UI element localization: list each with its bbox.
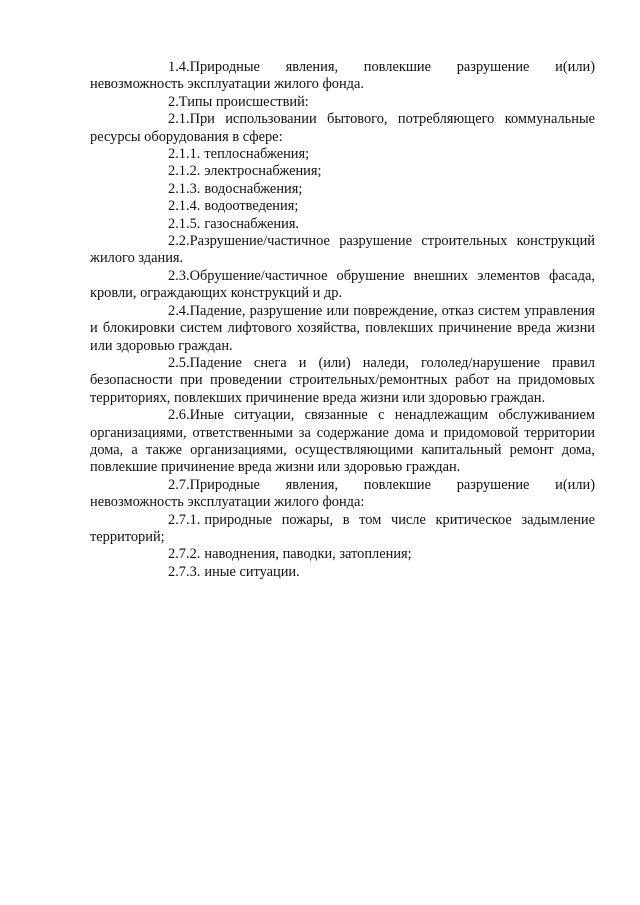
paragraph-2-4 — [90, 303, 595, 355]
paragraph-number: 2.7.2. — [168, 546, 201, 563]
paragraph-2-1 — [90, 111, 595, 146]
paragraph-number: 2.7.1. — [168, 511, 201, 528]
paragraph-number: 2.1.4. — [168, 198, 201, 215]
paragraph-number: 2. — [168, 93, 179, 110]
paragraph-number: 2.2. — [168, 233, 190, 250]
paragraph-text: Падение снега и (или) наледи, гололед/нарушение правил безопасности при проведении строительных/ремонтных работ на придомовых территориях, повлекших причинение вреда жизни или здоровью граждан. — [90, 354, 595, 406]
paragraph-text: наводнения, паводки, затопления; — [204, 546, 412, 563]
paragraph-text: водоснабжения; — [204, 180, 303, 197]
paragraph-2-1-4 — [90, 198, 595, 215]
paragraph-text: водоотведения; — [204, 198, 299, 215]
paragraph-number: 2.1.3. — [168, 180, 201, 197]
paragraph-text: теплоснабжения; — [204, 146, 310, 163]
paragraph-text: Обрушение/частичное обрушение внешних элементов фасада, кровли, ограждающих конструкций и др. — [90, 267, 595, 302]
paragraph-2-3 — [90, 268, 595, 303]
paragraph-2-6 — [90, 407, 595, 477]
paragraph-text: Природные явления, повлекшие разрушение и(или) невозможность эксплуатации жилого фонда: — [90, 476, 595, 511]
paragraph-number: 2.5. — [168, 354, 190, 371]
paragraph-number: 2.7.3. — [168, 563, 201, 580]
paragraph-2-7-3 — [90, 564, 595, 581]
paragraph-number: 2.4. — [168, 302, 190, 319]
paragraph-text: природные пожары, в том числе критическое задымление территорий; — [90, 511, 595, 545]
paragraph-text: Природные явления, повлекшие разрушение и(или) невозможность эксплуатации жилого фонда. — [90, 59, 595, 93]
paragraph-text: газоснабжения. — [204, 215, 300, 232]
paragraph-text: иные ситуации. — [204, 563, 300, 580]
paragraph-number: 2.1.5. — [168, 215, 201, 232]
paragraph-2-7-2 — [90, 546, 595, 563]
paragraph-text: Падение, разрушение или повреждение, отказ систем управления и блокировки систем лифтового хозяйства, повлекших причинение вреда жизни или здоровью граждан. — [90, 302, 595, 354]
paragraph-2-7 — [90, 477, 595, 512]
paragraph-2 — [90, 94, 595, 111]
paragraph-text: электроснабжения; — [204, 163, 322, 180]
paragraph-number: 2.1.2. — [168, 163, 201, 180]
paragraph-2-5 — [90, 355, 595, 407]
paragraph-text: Иные ситуации, связанные с ненадлежащим обслуживанием организациями, ответственными за содержание дома и придомовой территории дома, а также организациями, осуществляющими капитальный ремонт дома, повлекшие причинение вреда жизни или здоровью граждан. — [90, 407, 595, 476]
paragraph-text: При использовании бытового, потребляющего коммунальные ресурсы оборудования в сфере: — [90, 111, 595, 145]
paragraph-text: Разрушение/частичное разрушение строительных конструкций жилого здания. — [90, 233, 595, 267]
paragraph-1-4 — [90, 59, 595, 94]
paragraph-2-1-3 — [90, 181, 595, 198]
paragraph-2-1-5 — [90, 216, 595, 233]
paragraph-2-1-2 — [90, 163, 595, 180]
paragraph-text: Типы происшествий: — [178, 93, 309, 110]
paragraph-number: 2.1. — [168, 111, 190, 128]
paragraph-number: 2.1.1. — [168, 146, 201, 163]
paragraph-number: 2.3. — [168, 267, 190, 284]
paragraph-2-1-1 — [90, 146, 595, 163]
paragraph-2-2 — [90, 233, 595, 268]
paragraph-number: 2.7. — [168, 476, 190, 493]
paragraph-number: 2.6. — [168, 407, 190, 424]
paragraph-number: 1.4. — [168, 59, 190, 75]
paragraph-2-7-1 — [90, 512, 595, 547]
